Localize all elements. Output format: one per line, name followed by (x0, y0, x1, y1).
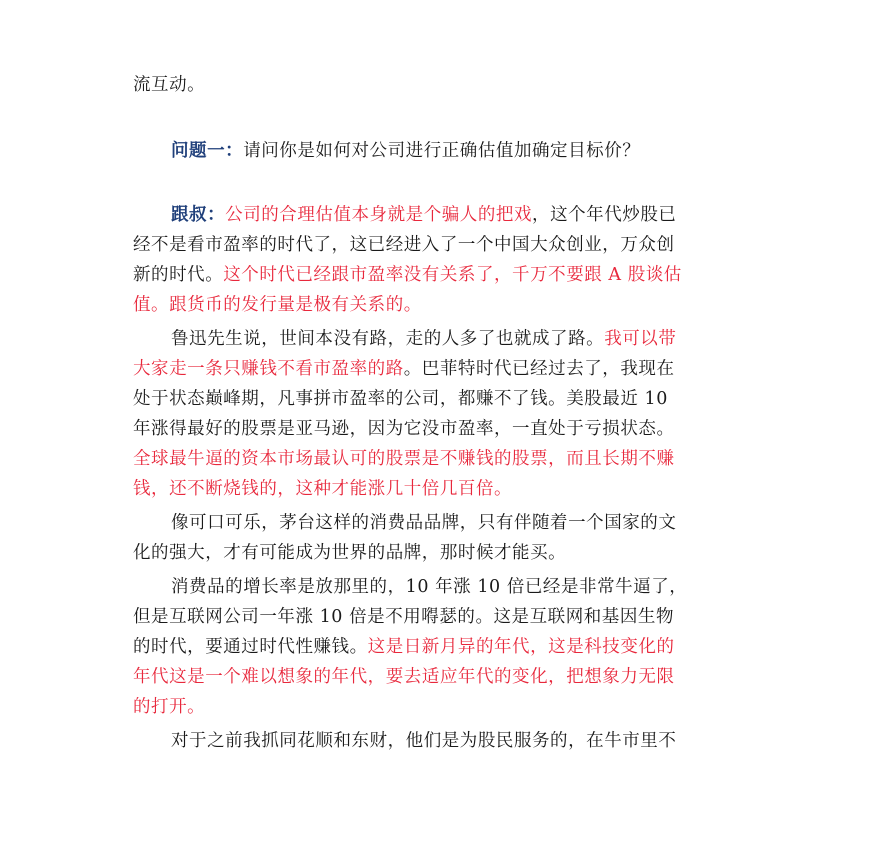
text-line (133, 414, 745, 444)
text-span: ，这个年代炒股已 (532, 205, 677, 225)
text-line (133, 290, 745, 320)
answer-label: 跟叔： (171, 205, 226, 225)
text-span: 但是互联网公司一年涨 10 倍是不用嘚瑟的。这是互联网和基因生物 (133, 607, 674, 627)
question-text: 请问你是如何对公司进行正确估值加确定目标价？ (243, 141, 641, 161)
text-span: 的时代，要通过时代性赚钱。 (133, 637, 368, 657)
text-span: 经不是看市盈率的时代了，这已经进入了一个中国大众创业，万众创 (133, 235, 675, 255)
text-line (133, 662, 745, 692)
highlight-span: 的打开。 (133, 697, 206, 717)
answer-paragraph-5 (133, 726, 745, 756)
highlight-span: 这个时代已经跟市盈率没有关系了，千万不要跟 A 股谈估 (223, 265, 682, 285)
text-line (133, 200, 745, 230)
highlight-span: 这是日新月异的年代，这是科技变化的 (367, 637, 675, 657)
text-line (133, 726, 745, 756)
question-label: 问题一： (171, 141, 244, 161)
highlight-span: 钱，还不断烧钱的，这种才能涨几十倍几百倍。 (133, 479, 513, 499)
highlight-span: 全球最牛逼的资本市场最认可的股票是不赚钱的股票，而且长期不赚 (133, 449, 675, 469)
answer-paragraph-1 (133, 200, 745, 320)
text-span: 新的时代。 (133, 265, 224, 285)
text-line (133, 508, 745, 538)
text-span: 流互动。 (133, 75, 206, 95)
document-page (133, 70, 745, 756)
highlight-span: 我可以带 (604, 329, 677, 349)
text-line (133, 70, 745, 100)
highlight-span: 公司的合理估值本身就是个骗人的把戏 (225, 205, 533, 225)
text-line (133, 384, 745, 414)
text-span: 化的强大，才有可能成为世界的品牌，那时候才能买。 (133, 543, 567, 563)
text-span: 处于状态巅峰期，凡事拼市盈率的公司，都赚不了钱。美股最近 10 (133, 389, 668, 409)
text-span: 对于之前我抓同花顺和东财，他们是为股民服务的，在牛市里不 (171, 731, 677, 751)
question-one (133, 136, 745, 166)
text-line (133, 136, 745, 166)
highlight-span: 年代这是一个难以想象的年代，要去适应年代的变化，把想象力无限 (133, 667, 675, 687)
answer-paragraph-4 (133, 572, 745, 722)
text-span: 消费品的增长率是放那里的，10 年涨 10 倍已经是非常牛逼了， (171, 577, 688, 597)
text-line (133, 324, 745, 354)
text-line (133, 602, 745, 632)
answer-paragraph-3 (133, 508, 745, 568)
text-line (133, 572, 745, 602)
text-span: 鲁迅先生说，世间本没有路，走的人多了也就成了路。 (171, 329, 605, 349)
text-line (133, 474, 745, 504)
highlight-span: 大家走一条只赚钱不看市盈率的路 (133, 359, 404, 379)
text-line (133, 632, 745, 662)
text-line (133, 230, 745, 260)
text-span: 。巴菲特时代已经过去了，我现在 (403, 359, 675, 379)
text-line (133, 354, 745, 384)
highlight-span: 值。跟货币的发行量是极有关系的。 (133, 295, 422, 315)
text-span: 年涨得最好的股票是亚马逊，因为它没市盈率，一直处于亏损状态。 (133, 419, 675, 439)
text-line (133, 444, 745, 474)
answer-paragraph-2 (133, 324, 745, 504)
text-line (133, 260, 745, 290)
text-line (133, 692, 745, 722)
paragraph-intro-tail (133, 70, 745, 100)
text-line (133, 538, 745, 568)
text-span: 像可口可乐，茅台这样的消费品品牌，只有伴随着一个国家的文 (171, 513, 677, 533)
